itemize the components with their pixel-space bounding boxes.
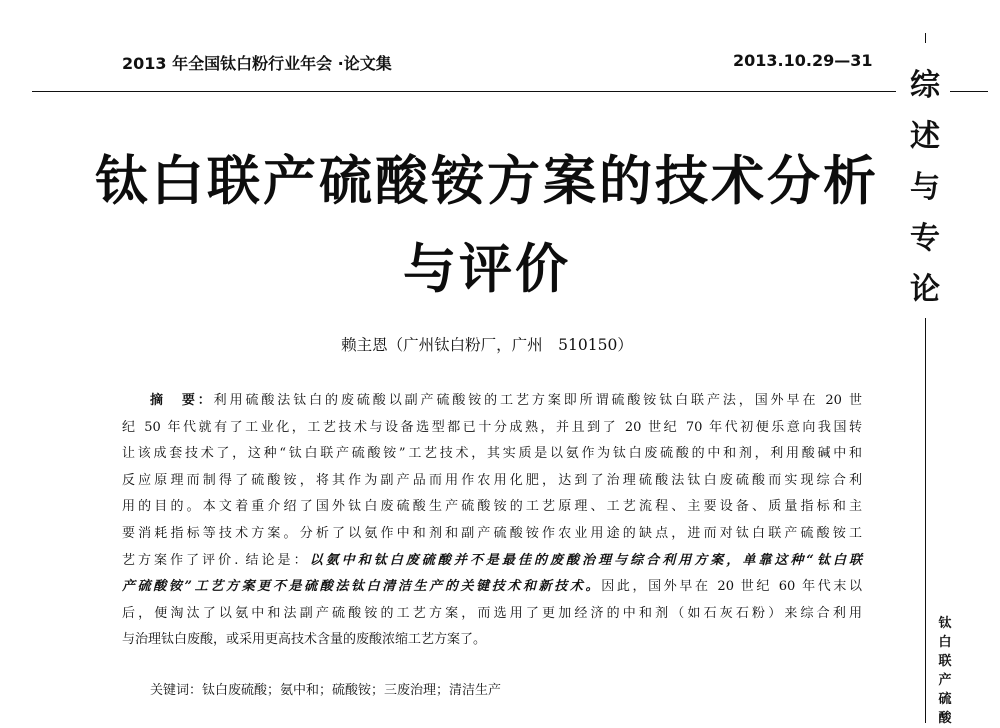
article-running-title-vertical bbox=[934, 614, 956, 728]
paper-title-line-1: 钛白联产硫酸铵方案的技术分析 bbox=[95, 151, 879, 212]
abstract-line: 后，便淘汰了以氨中和法副产硫酸铵的工艺方案，而选用了更加经济的中和剂（如石灰石粉）来综合利用 bbox=[122, 605, 862, 621]
article-title-char: 硫 bbox=[938, 692, 952, 707]
abstract bbox=[122, 388, 862, 654]
column-tick bbox=[925, 33, 926, 43]
abstract-text: 因此，国外早在 20 世纪 60 年代末以 bbox=[601, 579, 862, 595]
section-char: 述 bbox=[910, 119, 940, 154]
paper-title-line-2: 与评价 bbox=[403, 239, 571, 300]
keywords-value: 钛白废硫酸；氨中和；硫酸铵；三废治理；清洁生产 bbox=[202, 683, 502, 698]
abstract-label: 摘 要： bbox=[150, 393, 214, 408]
section-char: 论 bbox=[910, 272, 940, 307]
abstract-conclusion-emphasis: 产硫酸铵”工艺方案更不是硫酸法钛白清洁生产的关键技术和新技术。 bbox=[122, 579, 602, 595]
article-title-char: 白 bbox=[938, 635, 952, 650]
running-header-date: 2013.10.29—31 bbox=[733, 51, 873, 70]
abstract-line bbox=[122, 548, 862, 575]
abstract-conclusion-emphasis: 以氨中和钛白废硫酸并不是最佳的废酸治理与综合利用方案，单靠这种“钛白联 bbox=[309, 552, 862, 568]
running-header-proceedings: 2013 年全国钛白粉行业年会 ·论文集 bbox=[122, 54, 392, 73]
article-title-char: 酸 bbox=[938, 711, 952, 726]
abstract-line bbox=[122, 388, 862, 415]
column-divider bbox=[925, 318, 926, 723]
article-title-char: 钛 bbox=[938, 616, 952, 631]
abstract-line: 用的目的。本文着重介绍了国外钛白废硫酸生产硫酸铵的工艺原理、工艺流程、主要设备、质量指标和主 bbox=[122, 499, 862, 515]
abstract-line: 纪 50 年代就有了工业化，工艺技术与设备选型都已十分成熟，并且到了 20 世纪 70 年代初便乐意向我国转 bbox=[122, 419, 862, 435]
abstract-line: 让该成套技术了，这种“钛白联产硫酸铵”工艺技术，其实质是以氨作为钛白废硫酸的中和剂，利用酸碱中和 bbox=[122, 446, 862, 462]
article-title-char: 联 bbox=[938, 654, 952, 669]
abstract-line bbox=[122, 574, 862, 601]
keywords bbox=[150, 679, 501, 698]
section-char: 综 bbox=[910, 68, 940, 103]
section-char: 专 bbox=[910, 221, 940, 256]
abstract-line: 反应原理而制得了硫酸铵，将其作为副产品而用作农用化肥，达到了治理硫酸法钛白废硫酸而实现综合利 bbox=[122, 472, 862, 488]
abstract-text: 利用硫酸法钛白的废硫酸以副产硫酸铵的工艺方案即所谓硫酸铵钛白联产法，国外早在 20 世 bbox=[213, 393, 862, 408]
article-title-char: 产 bbox=[938, 673, 952, 688]
keywords-label: 关键词： bbox=[150, 683, 203, 698]
author-affiliation: 赖主恩（广州钛白粉厂，广州 510150） bbox=[341, 336, 633, 354]
abstract-text: 艺方案作了评价. 结论是： bbox=[122, 552, 310, 568]
section-char: 与 bbox=[910, 170, 940, 205]
abstract-line: 与治理钛白废酸，或采用更高技术含量的废酸浓缩工艺方案了。 bbox=[122, 632, 487, 648]
header-rule bbox=[32, 91, 896, 92]
side-header-rule bbox=[950, 91, 988, 92]
abstract-line: 要消耗指标等技术方案。分析了以氨作中和剂和副产硫酸铵作农业用途的缺点，进而对钛白联产硫酸铵工 bbox=[122, 525, 862, 541]
